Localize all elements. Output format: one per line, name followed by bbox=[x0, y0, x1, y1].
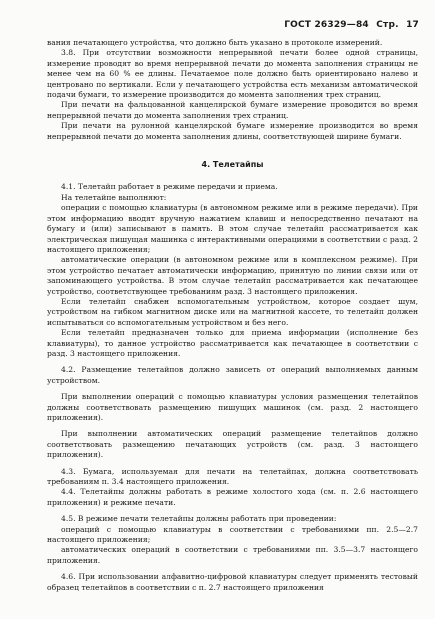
paragraph: 3.8. При отсутствии возможности непрерывной печати более одной страницы, измерение проводят во время непрерывной печати до момента заполнения страницы не менее чем на 60 % ее длины. Печатаемое поле должно быть ориентировано налево и центровано по вертикали. Если у печатающего устройства есть механизм автоматической подачи бумаги, то измерение производится до момента заполнения трех страниц. bbox=[47, 48, 418, 100]
paragraph: На телетайпе выполняют: bbox=[61, 192, 167, 202]
page-header bbox=[280, 20, 419, 30]
section-title: 4. Телетайпы bbox=[201, 160, 264, 170]
document-body bbox=[47, 38, 418, 593]
page-number: 17 bbox=[406, 20, 419, 30]
paragraph: При выполнении операций с помощью клавиатуры условия размещения телетайпов должны соответствовать размещению пишущих машинок (см. разд. 2 настоящего приложения). bbox=[47, 392, 418, 422]
paragraph: 4.6. При использовании алфавитно-цифровой клавиатуры следует применять тестовый образец телетайпов в соответствии с п. 2.7 настоящего приложения bbox=[47, 572, 418, 592]
paragraph: вания печатающего устройства, что должно быть указано в протоколе измерений. bbox=[47, 38, 383, 47]
page-label: Стр. bbox=[376, 20, 399, 30]
paragraphs-top bbox=[47, 38, 418, 142]
standard-number: ГОСТ 26329—84 bbox=[284, 20, 369, 30]
paragraph: 4.2. Размещение телетайпов должно зависеть от операций выполняемых данным устройством. bbox=[47, 365, 418, 385]
paragraph: При выполнении автоматических операций размещение телетайпов должно соответствовать размещению печатающих устройств (см. разд. 3 настоящего приложения). bbox=[47, 429, 418, 460]
paragraph: операции с помощью клавиатуры (в автономном режиме или в режиме передачи). При этом информацию вводят вручную нажатием клавиш и непосредственно печатают на бумагу и (или) записывают в память. В этом случае телетайп рассматривается как электрическая пишущая машинка с интерактивными операциями в соответствии с разд. 2 настоящего приложения; bbox=[47, 203, 418, 254]
paragraph: При печати на рулонной канцелярской бумаге измерение производится во время непрерывной печати до момента заполнения длины, соответствующей ширине бумаги. bbox=[47, 121, 418, 141]
paragraph: автоматических операций в соответствии с требованиями пп. 3.5—3.7 настоящего приложения. bbox=[47, 545, 418, 565]
paragraph: 4.4. Телетайпы должны работать в режиме холостого хода (см. п. 2.6 настоящего приложения) и режиме печати. bbox=[47, 487, 418, 507]
paragraph: 4.3. Бумага, используемая для печати на телетайпах, должна соответствовать требованиям п. 3.4 настоящего приложения. bbox=[47, 466, 418, 487]
paragraphs-bottom bbox=[47, 182, 418, 593]
paragraph: Если телетайп снабжен вспомогательным устройством, которое создает шум, устройством на гибком магнитном диске или на магнитной кассете, то телетайп должен испытываться со вспомогательным устройством и без него. bbox=[47, 296, 418, 327]
paragraph: операций с помощью клавиатуры в соответствии с требованиями пп. 2.5—2.7 настоящего приложения; bbox=[47, 524, 418, 545]
paragraph: Если телетайп предназначен только для приема информации (исполнение без клавиатуры), то данное устройство рассматривается как печатающее в соответствии с разд. 3 настоящего приложения. bbox=[47, 328, 418, 358]
paragraph: автоматические операции (в автономном режиме или в комплексном режиме). При этом устройство печатает автоматически информацию, принятую по линии связи или от запоминающего устройства. В этом случае телетайп рассматривается как печатающее устройство, соответствующее требованиям разд. 3 настоящего приложения. bbox=[47, 255, 418, 296]
paragraph: При печати на фальцованной канцелярской бумаге измерение проводится во время непрерывной печати до момента заполнения трех страниц. bbox=[47, 100, 418, 120]
paragraph: 4.1. Телетайп работает в режиме передачи и приема. bbox=[61, 182, 278, 192]
paragraph: 4.5. В режиме печати телетайпы должны работать при проведении: bbox=[61, 514, 337, 524]
